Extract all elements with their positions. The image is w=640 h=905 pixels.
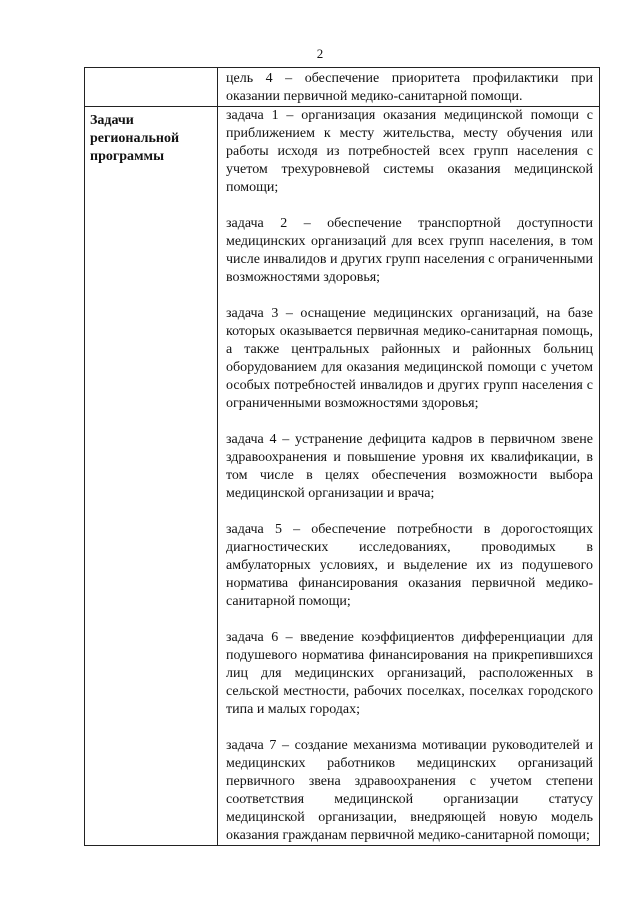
page-number: 2 [316,46,324,61]
row-label-cell-empty [85,68,218,107]
task-paragraph-5: задача 5 – обеспечение потребности в дорогостоящих диагностических исследованиях, проводимых в амбулаторных условиях, и выделение их из подушевого норматива финансирования оказания первичной медико-санитарной помощи; [226,522,593,609]
task-paragraph-2: задача 2 – обеспечение транспортной доступности медицинских организаций для всех групп населения, в том числе инвалидов и других групп населения с ограниченными возможностями здоровья; [226,216,593,285]
goal-paragraph: цель 4 – обеспечение приоритета профилактики при оказании первичной медико-санитарной помощи. [226,71,593,104]
program-table [84,67,600,846]
task-paragraph-6: задача 6 – введение коэффициентов дифференциации для подушевого норматива финансирования на прикрепившихся лиц для медицинских организаций, расположенных в сельской местности, рабочих поселках, поселках городского типа и малых городах; [226,630,593,717]
tasks-cell [218,107,600,846]
task-paragraph-4: задача 4 – устранение дефицита кадров в первичном звене здравоохранения и повышение уровня их квалификации, в том числе в целях обеспечения возможности выбора медицинской организации и врача; [226,432,593,501]
task-paragraph-7: задача 7 – создание механизма мотивации руководителей и медицинских работников медицинских организаций первичного звена здравоохранения с учетом степени соответствия медицинской организации статусу медицинской организации, внедряющей новую модель оказания гражданам первичной медико-санитарной помощи; [226,738,593,843]
row-label: Задачи региональной программы [90,113,180,164]
table-row-tasks [85,107,600,846]
task-paragraph-3: задача 3 – оснащение медицинских организаций, на базе которых оказывается первичная медико-санитарная помощь, а также центральных районных и районных больниц оборудованием для оказания медицинской помощи с учетом особых потребностей инвалидов и других групп населения с ограниченными возможностями здоровья; [226,306,593,411]
table-row-goal [85,68,600,107]
task-paragraph-1: задача 1 – организация оказания медицинской помощи с приближением к месту жительства, месту обучения или работы исходя из потребностей всех групп населения с учетом трехуровневой системы оказания медицинской помощи; [226,108,593,195]
row-label-cell-tasks [85,107,218,846]
goal-cell [218,68,600,107]
